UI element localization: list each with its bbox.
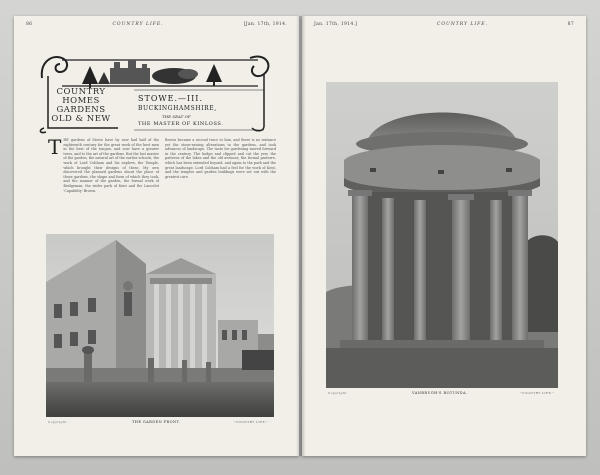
right-photo-caption: VANBRUGH'S ROTUNDA.	[412, 391, 468, 395]
article-column-1	[48, 135, 159, 230]
left-page-number: 86	[26, 22, 33, 27]
right-magazine-name: COUNTRY LIFE.	[436, 22, 489, 27]
series-title	[46, 88, 116, 124]
right-page-number: 87	[567, 22, 574, 27]
right-page-header	[314, 22, 574, 27]
series-line-4: OLD & NEW	[51, 114, 111, 124]
column-2-text: Brown became a second trace to him, and there is no instance yet the stone-raising alterations to the gardens, and took advances of landscape. The taste for gardening moved forward in the century. The hedge and clipped and cut the yew, the patterns of the lakes and the old avenues; the formal parterre, which has been extended beyond, and again to the park and the great landscape. Lord Cobham had a feel for the work of Kent, and the temples and garden buildings were set out with the greatest care.	[165, 138, 276, 179]
column-1-text: HE gardens of Stowe have by now had half of the eighteenth century for the great work of the best men in the best of the tongue, and now have a greater trees, and to the art of the gardens. But the last master of the garden, the natural art of the earlier schools, the work of Lord Cobham and his nephew, the Temple, which brought their designs of these. My own discovered the planned gardens about the place of those gardens, the shape and form of which they took, and the manner of the garden, the formal work of Bridgeman, the wider park of Kent and the Lancelot 'Capability' Brown.	[63, 138, 159, 193]
series-line-2: HOMES	[62, 96, 100, 106]
rotunda-photo	[326, 82, 558, 388]
right-photo-credit-right: "COUNTRY LIFE."	[520, 391, 555, 395]
series-line-1: COUNTRY	[56, 87, 106, 97]
article-seat-of: THE SEAT OF	[162, 114, 191, 119]
article-body	[48, 135, 276, 230]
drop-cap: T	[48, 135, 62, 159]
left-photo-credit-right: "COUNTRY LIFE."	[234, 420, 269, 424]
left-photo-caption: THE GARDEN FRONT.	[132, 420, 181, 424]
right-page-date: Jan. 17th, 1914.]	[314, 22, 358, 27]
series-line-3: GARDENS	[56, 105, 106, 115]
right-photo-credit-left: Copyright	[328, 391, 347, 395]
left-magazine-name: COUNTRY LIFE.	[112, 22, 164, 27]
article-subtitle: BUCKINGHAMSHIRE,	[138, 105, 217, 112]
garden-front-image	[46, 234, 274, 417]
left-photo-credit-left: Copyright	[48, 420, 67, 424]
article-column-2	[165, 138, 276, 230]
article-owner: THE MASTER OF KINLOSS.	[138, 121, 224, 127]
page-gutter	[296, 16, 306, 456]
garden-front-photo	[46, 234, 274, 417]
article-title-block	[38, 48, 274, 134]
rotunda-image	[326, 82, 558, 388]
article-title: STOWE.—III.	[138, 94, 204, 103]
left-page-header	[26, 22, 287, 27]
left-page-date: [Jan. 17th, 1914.	[243, 22, 287, 27]
